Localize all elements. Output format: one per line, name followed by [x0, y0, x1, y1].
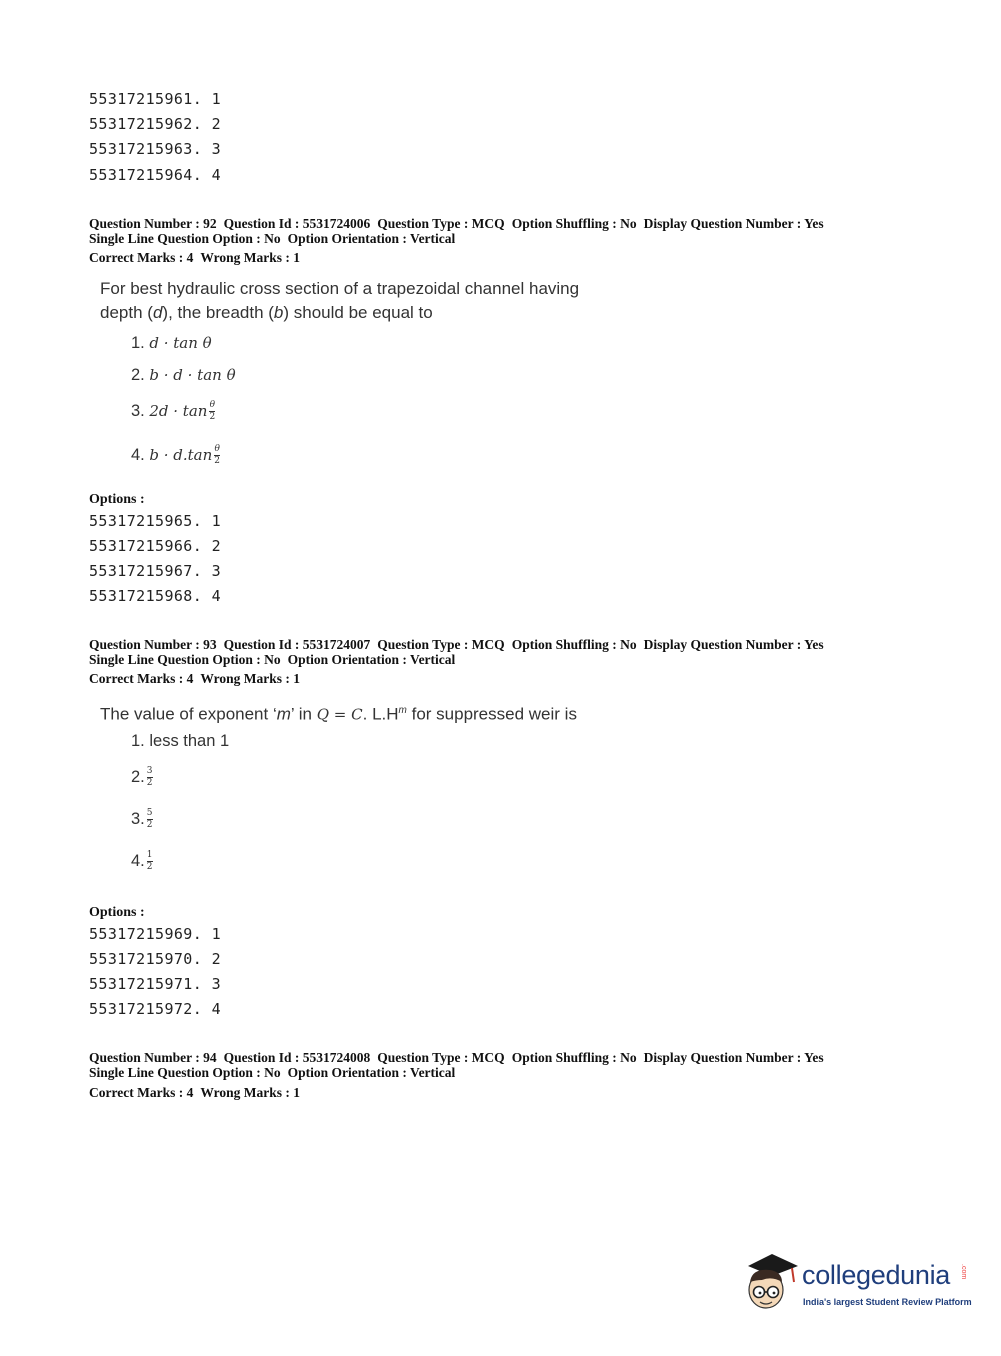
- choice-number: 4.: [131, 445, 145, 464]
- meta-field: Single Line Question Option : No: [89, 1065, 281, 1080]
- question-meta-line1: [89, 1050, 831, 1065]
- question-marks: [89, 1085, 307, 1100]
- question-meta-line2: [89, 652, 462, 667]
- choice-number: 3.: [131, 401, 145, 420]
- choice: [131, 809, 153, 830]
- choice: [131, 732, 229, 751]
- option-line: 55317215972. 4: [89, 1000, 222, 1018]
- meta-field: Correct Marks : 4: [89, 1085, 194, 1100]
- option-line: 55317215967. 3: [89, 562, 222, 580]
- text-part: ), the breadth (: [162, 303, 274, 322]
- question-text-line1: For best hydraulic cross section of a trapezoidal channel having: [100, 279, 580, 298]
- fraction-denominator: 2: [214, 456, 221, 466]
- option-line: 55317215964. 4: [89, 166, 222, 184]
- meta-field: Option Orientation : Vertical: [287, 231, 456, 246]
- fraction: [147, 809, 153, 830]
- text-part: d: [152, 303, 163, 322]
- option-line: 55317215965. 1: [89, 512, 222, 530]
- meta-field: Question Number : 92: [89, 216, 217, 231]
- question-text: [100, 699, 577, 727]
- meta-field: Question Number : 93: [89, 637, 217, 652]
- choice: [131, 767, 153, 788]
- choice-number: 2.: [131, 767, 145, 786]
- fraction-denominator: 2: [209, 412, 216, 422]
- text-part: m: [398, 705, 407, 716]
- option-line: 55317215963. 3: [89, 140, 222, 158]
- text-part: ) should be equal to: [283, 303, 433, 322]
- choice: [131, 334, 212, 353]
- mascot-icon: [742, 1250, 802, 1316]
- question-text-line2: [100, 301, 433, 325]
- fraction: [214, 445, 220, 466]
- choice-expression: 2d · tan: [149, 401, 208, 420]
- option-line: 55317215961. 1: [89, 90, 222, 108]
- choice: [131, 401, 215, 422]
- text-part: Q = C: [316, 705, 363, 724]
- meta-field: Single Line Question Option : No: [89, 652, 281, 667]
- choice: [131, 366, 236, 385]
- choice: [131, 445, 220, 466]
- meta-field: Question Id : 5531724006: [223, 216, 371, 231]
- fraction: [147, 767, 153, 788]
- meta-field: Question Id : 5531724008: [223, 1050, 371, 1065]
- meta-field: Wrong Marks : 1: [200, 250, 300, 265]
- option-line: 55317215971. 3: [89, 975, 222, 993]
- meta-field: Correct Marks : 4: [89, 250, 194, 265]
- meta-field: Single Line Question Option : No: [89, 231, 281, 246]
- choice-text: less than 1: [149, 732, 230, 750]
- logo-tagline: India's largest Student Review Platform: [803, 1297, 972, 1307]
- logo-suffix: .com: [960, 1264, 967, 1280]
- fraction-denominator: 2: [146, 862, 153, 872]
- options-label: Options :: [89, 905, 145, 920]
- meta-field: Option Shuffling : No: [511, 216, 637, 231]
- choice-number: 1.: [131, 334, 145, 352]
- choice-expression: b · d.tan: [149, 445, 213, 464]
- question-marks: [89, 250, 307, 265]
- fraction-denominator: 2: [146, 778, 153, 788]
- meta-field: Question Type : MCQ: [377, 637, 505, 652]
- option-line: 55317215968. 4: [89, 587, 222, 605]
- question-meta-line1: [89, 637, 831, 652]
- meta-field: Option Orientation : Vertical: [287, 1065, 456, 1080]
- question-marks: [89, 671, 307, 686]
- logo-wordmark: collegedunia: [802, 1260, 951, 1290]
- question-meta-line2: [89, 1065, 462, 1080]
- option-line: 55317215966. 2: [89, 537, 222, 555]
- meta-field: Question Type : MCQ: [377, 1050, 505, 1065]
- meta-field: Display Question Number : Yes: [643, 637, 824, 652]
- option-line: 55317215969. 1: [89, 925, 222, 943]
- meta-field: Question Number : 94: [89, 1050, 217, 1065]
- text-part: . L.H: [362, 704, 399, 724]
- fraction: [147, 851, 153, 872]
- fraction-numerator: θ: [214, 444, 220, 454]
- fraction-numerator: 3: [146, 766, 153, 776]
- choice: [131, 851, 153, 872]
- meta-field: Display Question Number : Yes: [643, 1050, 824, 1065]
- text-part: m: [276, 704, 291, 724]
- meta-field: Option Shuffling : No: [511, 637, 637, 652]
- fraction: [209, 401, 215, 422]
- fraction-numerator: θ: [209, 400, 216, 410]
- choice-number: 3.: [131, 809, 145, 828]
- text-part: for suppressed weir is: [406, 704, 577, 724]
- option-line: 55317215962. 2: [89, 115, 222, 133]
- choice-expression: b · d · tan θ: [149, 366, 236, 384]
- choice-number: 1.: [131, 732, 145, 750]
- choice-expression: d · tan θ: [149, 334, 212, 352]
- collegedunia-logo: [742, 1250, 972, 1320]
- fraction-numerator: 5: [146, 808, 153, 818]
- text-part: ’ in: [290, 704, 317, 724]
- fraction-denominator: 2: [146, 820, 153, 830]
- meta-field: Correct Marks : 4: [89, 671, 194, 686]
- choice-number: 2.: [131, 366, 145, 384]
- text-part: b: [273, 303, 284, 322]
- option-line: 55317215970. 2: [89, 950, 222, 968]
- meta-field: Option Shuffling : No: [511, 1050, 637, 1065]
- meta-field: Wrong Marks : 1: [200, 1085, 300, 1100]
- meta-field: Wrong Marks : 1: [200, 671, 300, 686]
- meta-field: Question Id : 5531724007: [223, 637, 371, 652]
- meta-field: Question Type : MCQ: [377, 216, 505, 231]
- meta-field: Display Question Number : Yes: [643, 216, 824, 231]
- fraction-numerator: 1: [146, 850, 153, 860]
- question-meta-line2: [89, 231, 462, 246]
- meta-field: Option Orientation : Vertical: [287, 652, 456, 667]
- choice-number: 4.: [131, 851, 145, 870]
- text-part: depth (: [100, 303, 153, 322]
- text-part: The value of exponent ‘: [100, 704, 277, 724]
- question-meta-line1: [89, 216, 831, 231]
- options-label: Options :: [89, 492, 145, 507]
